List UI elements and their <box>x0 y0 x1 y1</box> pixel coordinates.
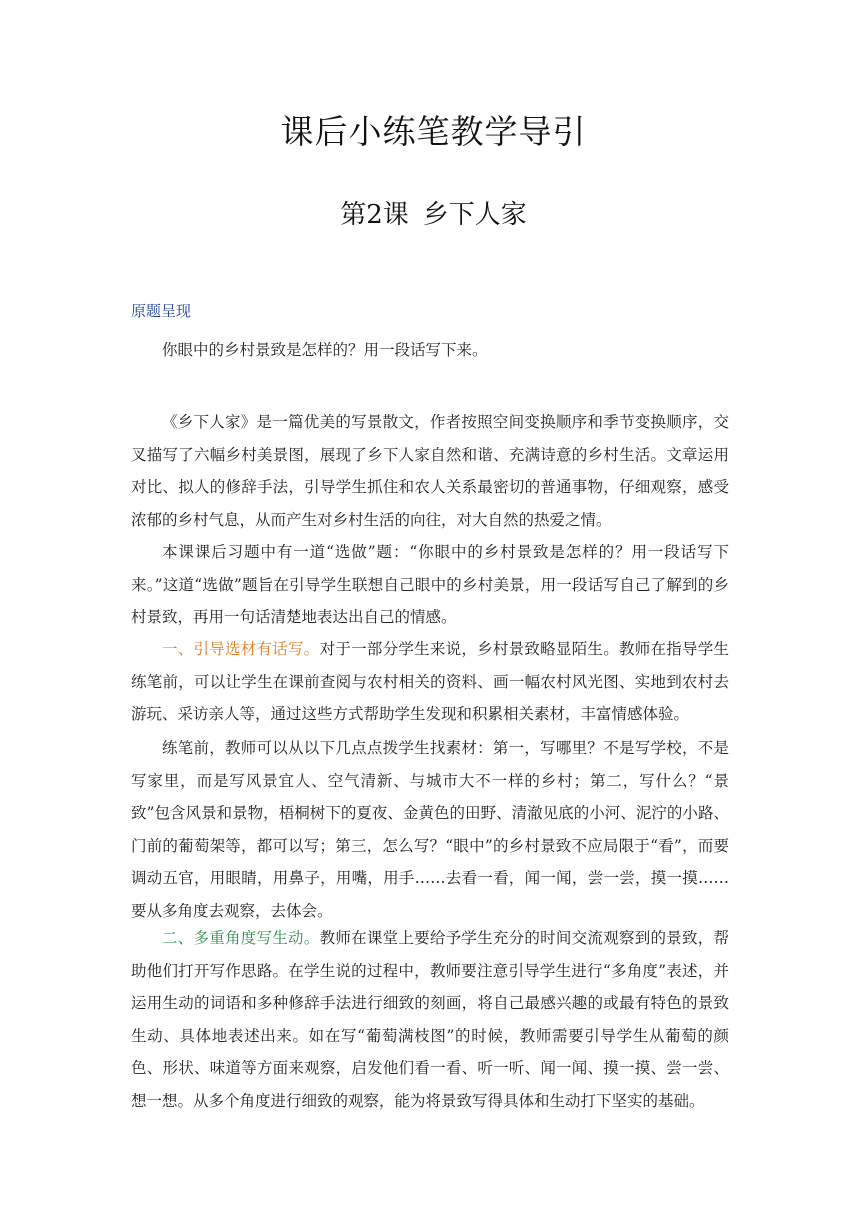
question-text: 你眼中的乡村景致是怎样的？用一段话写下来。 <box>162 341 488 359</box>
page-title: 课后小练笔教学导引 <box>280 112 587 151</box>
lesson-number: 第2课 <box>340 200 409 230</box>
paragraph-point-1 <box>131 633 729 731</box>
point-1-heading: 一、引导选材有话写。 <box>162 640 320 658</box>
lesson-heading <box>0 198 867 232</box>
lesson-title: 乡下人家 <box>422 200 527 230</box>
paragraph-exercise: 本课课后习题中有一道“选做”题：“你眼中的乡村景致是怎样的？用一段话写下来。”这道“选做”题旨在引导学生联想自己眼中的乡村美景，用一段话写自己了解到的乡村景致，再用一句话清楚地表达出自己的情感。 <box>131 543 729 626</box>
point-2-text: 教师在课堂上要给予学生充分的时间交流观察到的景致，帮助他们打开写作思路。在学生说的过程中，教师要注意引导学生进行“多角度”表述，并运用生动的词语和多种修辞手法进行细致的刻画，将自己最感兴趣的或最有特色的景致生动、具体地表述出来。如在写“葡萄满枝图”的时候，教师需要引导学生从葡萄的颜色、形状、味道等方面来观察，启发他们看一看、听一听、闻一闻、摸一摸、尝一尝、想一想。从多个角度进行细致的观察，能为将景致写得具体和生动打下坚实的基础。 <box>131 929 729 1110</box>
paragraph-material-tips: 练笔前，教师可以从以下几点点拨学生找素材：第一，写哪里？不是写学校，不是写家里，而是写风景宜人、空气清新、与城市大不一样的乡村；第二，写什么？“景致”包含风景和景物，梧桐树下的夏夜、金黄色的田野、清澈见底的小河、泥泞的小路、门前的葡萄架等，都可以写；第三，怎么写？“眼中”的乡村景致不应局限于“看”，而要调动五官，用眼睛，用鼻子，用嘴，用手……去看一看，闻一闻，尝一尝，摸一摸……要从多角度去观察，去体会。 <box>131 739 729 920</box>
point-1-text: 对于一部分学生来说，乡村景致略显陌生。教师在指导学生练笔前，可以让学生在课前查阅与农村相关的资料、画一幅农村风光图、实地到农村去游玩、采访亲人等，通过这些方式帮助学生发现和积累相关素材，丰富情感体验。 <box>131 640 729 723</box>
paragraph-point-2 <box>131 922 729 1117</box>
section-label: 原题呈现 <box>131 302 192 320</box>
paragraph-intro: 《乡下人家》是一篇优美的写景散文，作者按照空间变换顺序和季节变换顺序，交叉描写了六幅乡村美景图，展现了乡下人家自然和谐、充满诗意的乡村生活。文章运用对比、拟人的修辞手法，引导学生抓住和农人关系最密切的普通事物，仔细观察，感受浓郁的乡村气息，从而产生对乡村生活的向往，对大自然的热爱之情。 <box>131 413 729 529</box>
point-2-heading: 二、多重角度写生动。 <box>162 929 320 947</box>
